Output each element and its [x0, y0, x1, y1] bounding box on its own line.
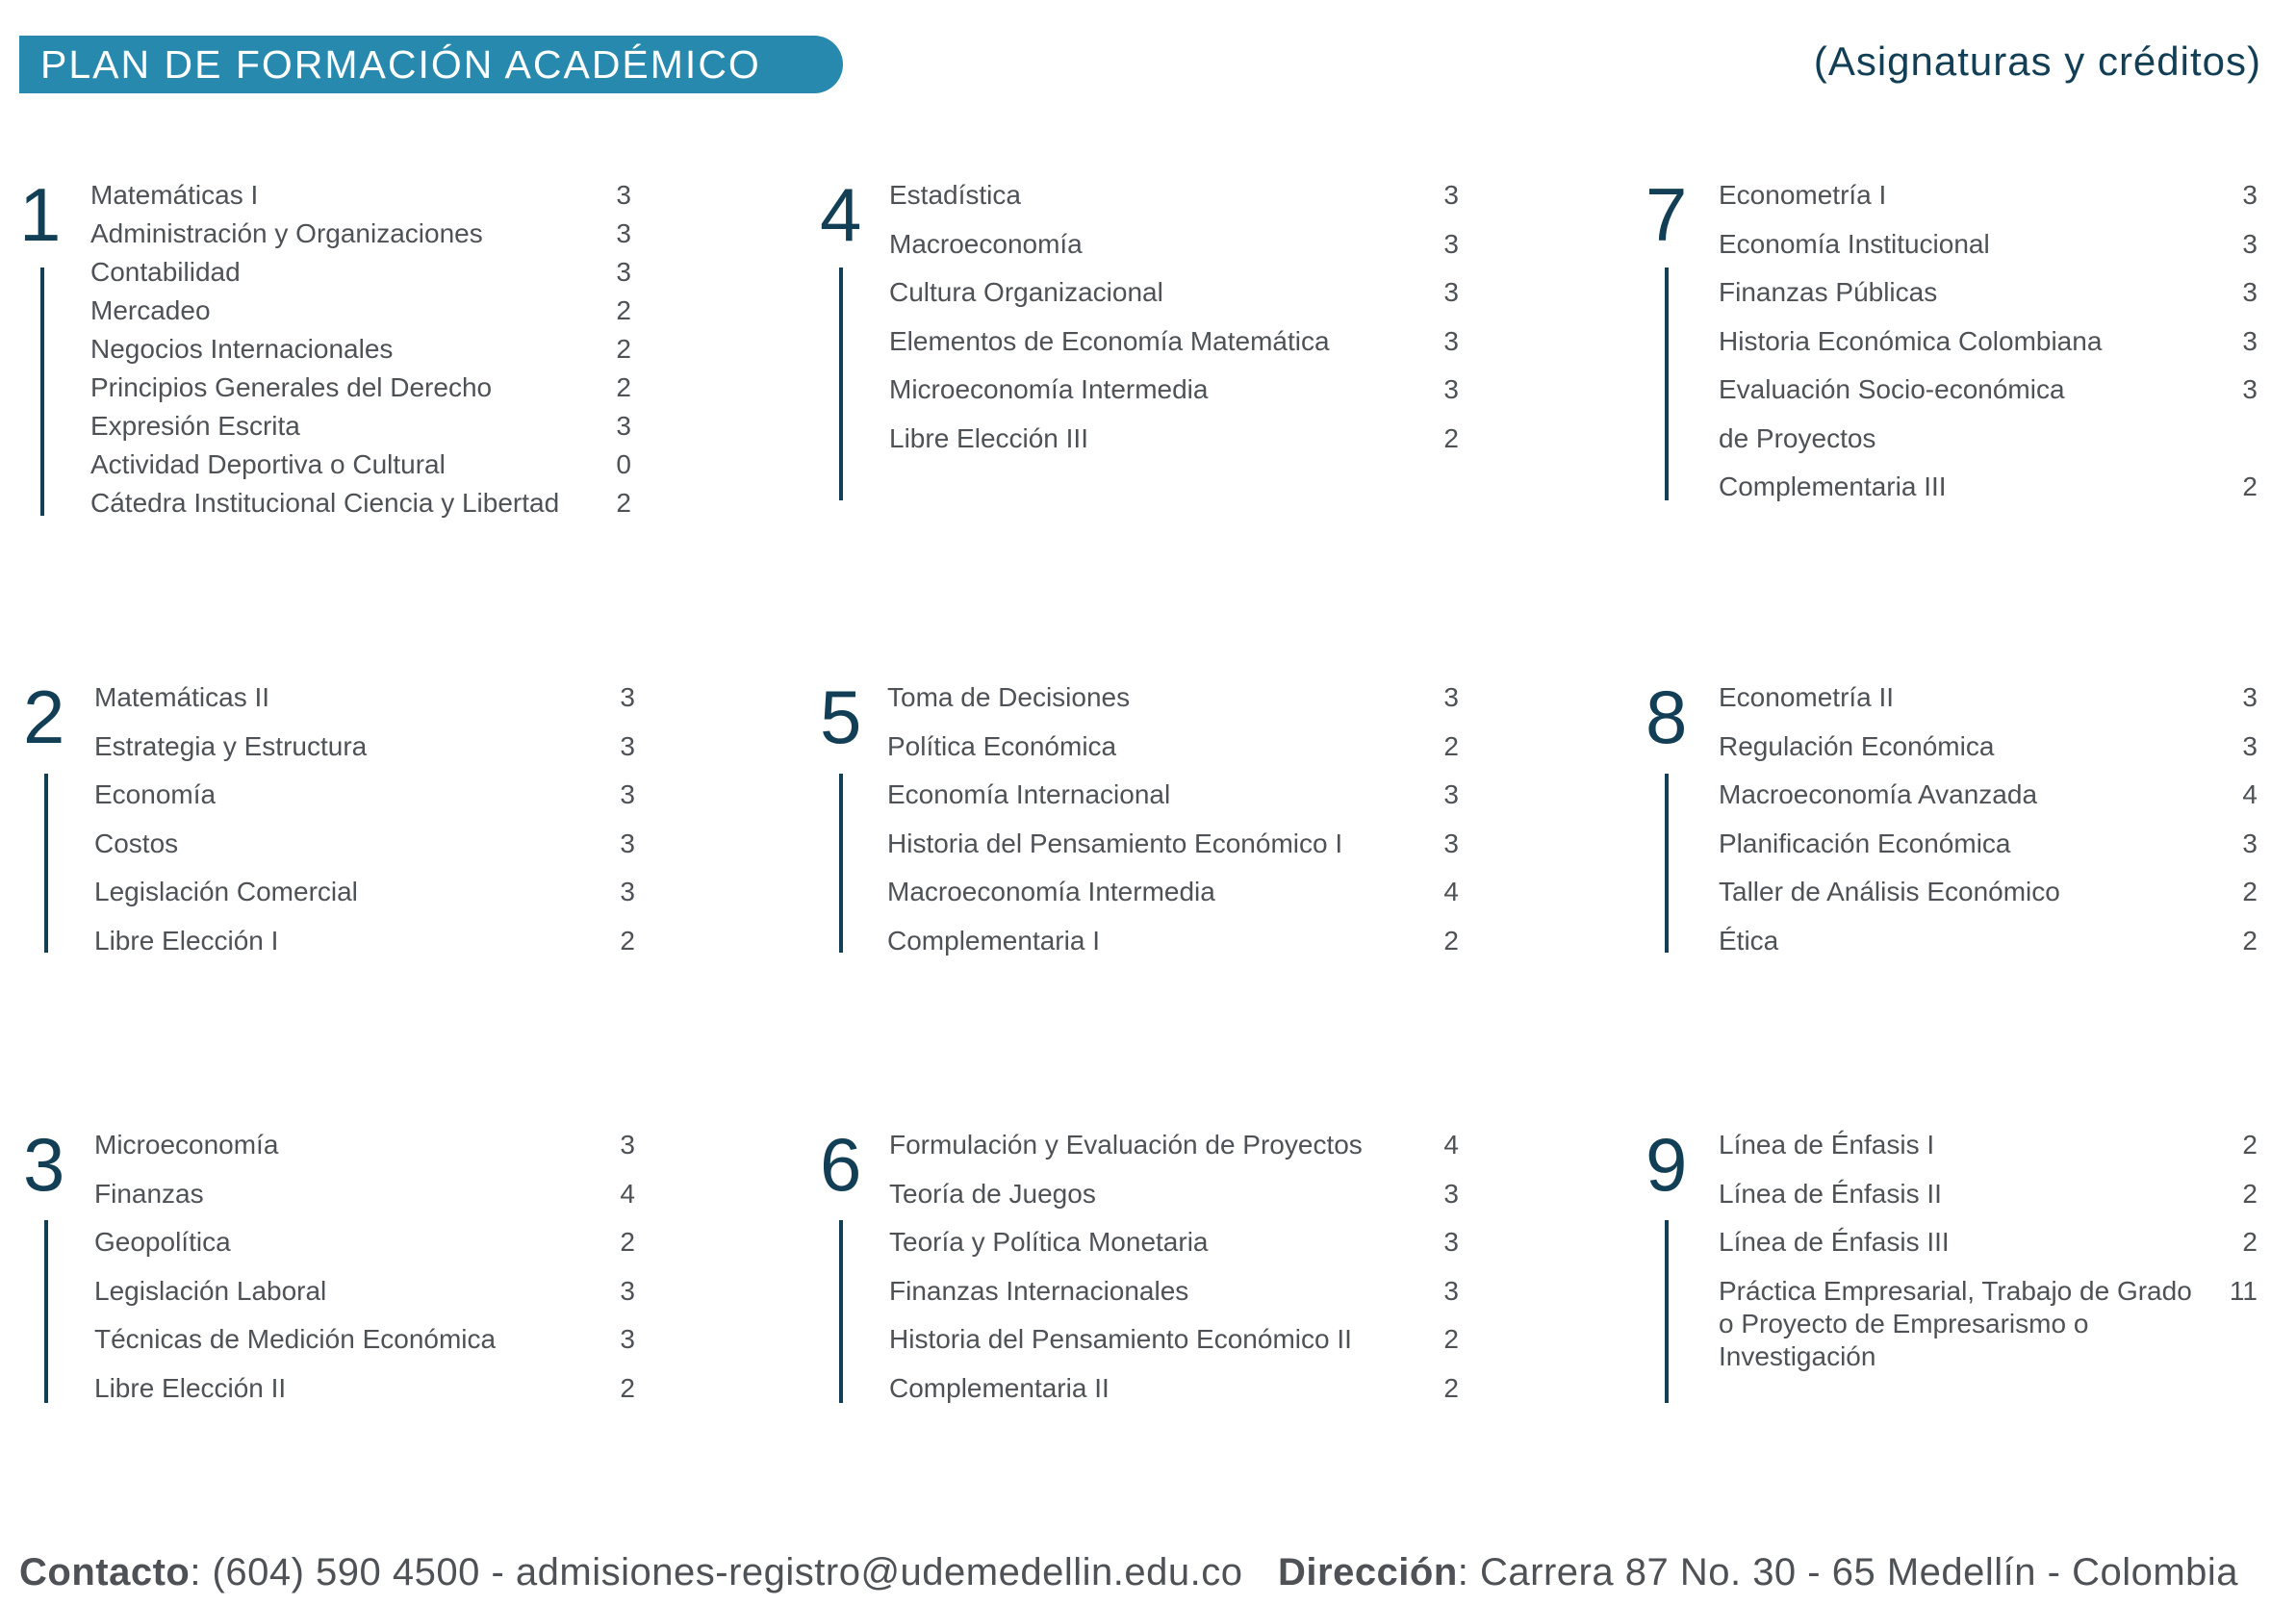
- course-credits: 3: [1443, 277, 1459, 307]
- course-row: [90, 410, 631, 443]
- course-row: [887, 876, 1459, 908]
- course-credits: 3: [616, 180, 631, 210]
- course-row: [94, 1275, 635, 1308]
- course-credits: 3: [1443, 228, 1459, 259]
- course-row: [90, 333, 631, 366]
- course-credits: 3: [2242, 325, 2258, 356]
- course-credits: 2: [2242, 1227, 2258, 1257]
- course-credits: 11: [2229, 1275, 2258, 1306]
- course-name: Economía Internacional: [887, 779, 1171, 809]
- course-row: [94, 1226, 635, 1259]
- course-row: [1719, 681, 2258, 714]
- course-credits: 2: [2242, 877, 2258, 906]
- course-row: [1719, 373, 2258, 406]
- course-credits: 2: [616, 334, 631, 364]
- course-name: Línea de Énfasis III: [1719, 1227, 1950, 1257]
- course-credits: 3: [1443, 682, 1459, 712]
- course-row: [1719, 1178, 2258, 1211]
- course-row: [889, 1275, 1459, 1308]
- course-row: [94, 1323, 635, 1356]
- course-row: [94, 730, 635, 763]
- course-credits: 2: [620, 1372, 635, 1403]
- course-row: [1719, 1226, 2258, 1259]
- course-credits: 2: [1443, 730, 1459, 761]
- course-row: [1719, 276, 2258, 309]
- semester-divider: [40, 268, 44, 516]
- course-credits: 3: [1443, 828, 1459, 858]
- course-row: [887, 925, 1459, 957]
- course-name: Actividad Deportiva o Cultural: [90, 449, 446, 479]
- course-credits: 2: [1443, 1324, 1459, 1354]
- course-row: [94, 778, 635, 811]
- course-row: [90, 371, 631, 404]
- course-name: Elementos de Economía Matemática: [889, 325, 1330, 356]
- course-row: [90, 179, 631, 212]
- course-credits: 2: [616, 295, 631, 325]
- course-credits: 2: [2242, 1130, 2258, 1160]
- course-credits: 3: [620, 730, 635, 761]
- course-name: Historia del Pensamiento Económico II: [889, 1324, 1352, 1354]
- semester-divider: [1665, 268, 1669, 500]
- course-name: Finanzas: [94, 1178, 204, 1209]
- course-credits: 3: [620, 877, 635, 906]
- course-credits: 3: [1443, 779, 1459, 809]
- course-credits: 3: [2242, 228, 2258, 259]
- address-label: Dirección: [1278, 1551, 1458, 1593]
- course-name: Libre Elección III: [889, 422, 1088, 453]
- course-row: [94, 925, 635, 957]
- course-name: Técnicas de Medición Económica: [94, 1324, 497, 1354]
- course-name: Teoría y Política Monetaria: [889, 1227, 1209, 1257]
- course-row: [94, 828, 635, 860]
- course-credits: 3: [620, 682, 635, 712]
- course-name: Legislación Laboral: [94, 1275, 327, 1306]
- course-row: [889, 1226, 1459, 1259]
- course-row: [1719, 471, 2258, 503]
- semester-divider: [839, 268, 843, 500]
- course-row: [889, 1372, 1459, 1405]
- course-row: [90, 448, 631, 481]
- course-name: Toma de Decisiones: [887, 682, 1131, 712]
- course-name: Formulación y Evaluación de Proyectos: [889, 1130, 1363, 1160]
- course-name: Teoría de Juegos: [889, 1178, 1096, 1209]
- course-name: Economía Institucional: [1719, 228, 1990, 259]
- course-row: [90, 256, 631, 289]
- course-row: [889, 228, 1459, 261]
- course-credits: 3: [1443, 180, 1459, 210]
- course-row: [94, 1372, 635, 1405]
- course-name: Política Económica: [887, 730, 1117, 761]
- course-row: [887, 730, 1459, 763]
- course-name: Mercadeo: [90, 295, 211, 325]
- course-credits: 3: [620, 828, 635, 858]
- course-name: Econometría I: [1719, 180, 1887, 210]
- course-name: Práctica Empresarial, Trabajo de Grado o Proyecto de Empresarismo o Investigación: [1719, 1275, 2192, 1371]
- document-subtitle: (Asignaturas y créditos): [1813, 38, 2261, 84]
- course-name: Historia Económica Colombiana: [1719, 325, 2103, 356]
- contact-value: : (604) 590 4500 - admisiones-registro@udemedellin.edu.co: [190, 1551, 1243, 1593]
- course-credits: 2: [1443, 422, 1459, 453]
- course-name: Microeconomía Intermedia: [889, 374, 1209, 404]
- semester-number: 4: [820, 172, 862, 257]
- course-row: [889, 1129, 1459, 1161]
- course-row: [94, 1178, 635, 1211]
- course-credits: 4: [2242, 779, 2258, 809]
- course-name: Legislación Comercial: [94, 877, 358, 906]
- semester-number: 9: [1645, 1122, 1688, 1207]
- semester-divider: [839, 1220, 843, 1403]
- course-credits: 3: [616, 218, 631, 248]
- course-credits: 3: [620, 1130, 635, 1160]
- course-credits: 0: [616, 449, 631, 479]
- document-title: PLAN DE FORMACIÓN ACADÉMICO: [19, 36, 843, 93]
- semester-number: 5: [820, 675, 862, 759]
- contact-label: Contacto: [19, 1551, 191, 1593]
- course-row: [1719, 925, 2258, 957]
- course-row: [1719, 422, 2258, 455]
- course-credits: 2: [616, 372, 631, 402]
- course-name: Finanzas Internacionales: [889, 1275, 1189, 1306]
- semester-number: 8: [1645, 675, 1688, 759]
- course-name: Finanzas Públicas: [1719, 277, 1938, 307]
- course-row: [1719, 228, 2258, 261]
- course-row: [1719, 876, 2258, 908]
- course-row: [1719, 730, 2258, 763]
- course-name: Línea de Énfasis I: [1719, 1130, 1935, 1160]
- course-name: Negocios Internacionales: [90, 334, 394, 364]
- semester-number: 6: [820, 1122, 862, 1207]
- course-row: [889, 373, 1459, 406]
- course-row: [1719, 179, 2258, 212]
- course-credits: 2: [616, 488, 631, 518]
- course-name: Evaluación Socio-económica: [1719, 374, 2065, 404]
- semester-divider: [839, 774, 843, 953]
- address-value: : Carrera 87 No. 30 - 65 Medellín - Colombia: [1457, 1551, 2239, 1593]
- course-name: Macroeconomía Intermedia: [887, 877, 1215, 906]
- course-name: Expresión Escrita: [90, 411, 300, 441]
- semester-number: 1: [19, 172, 62, 257]
- course-name: Macroeconomía Avanzada: [1719, 779, 2038, 809]
- course-credits: 4: [1443, 877, 1459, 906]
- course-row: [1719, 1129, 2258, 1161]
- course-credits: 3: [620, 779, 635, 809]
- course-name: Contabilidad: [90, 257, 241, 287]
- course-credits: 3: [1443, 1275, 1459, 1306]
- course-row: [1719, 828, 2258, 860]
- course-name: Administración y Organizaciones: [90, 218, 483, 248]
- course-name: Matemáticas II: [94, 682, 270, 712]
- course-name: Complementaria III: [1719, 472, 1947, 501]
- course-name: Historia del Pensamiento Económico I: [887, 828, 1343, 858]
- course-name: de Proyectos: [1719, 422, 1876, 453]
- course-name: Libre Elección II: [94, 1372, 287, 1403]
- course-name: Costos: [94, 828, 179, 858]
- course-credits: 2: [2242, 1178, 2258, 1209]
- course-name: Complementaria II: [889, 1372, 1110, 1403]
- course-credits: 3: [1443, 374, 1459, 404]
- course-credits: 3: [616, 411, 631, 441]
- contact-info: [19, 1551, 1242, 1594]
- course-name: Taller de Análisis Económico: [1719, 877, 2060, 906]
- course-row: [889, 1323, 1459, 1356]
- course-credits: 2: [1443, 925, 1459, 956]
- course-name: Regulación Económica: [1719, 730, 1995, 761]
- course-name: Planificación Económica: [1719, 828, 2011, 858]
- course-credits: 2: [2242, 925, 2258, 956]
- course-name: Economía: [94, 779, 217, 809]
- semester-divider: [44, 774, 48, 953]
- course-credits: 2: [620, 925, 635, 956]
- course-credits: 3: [2242, 730, 2258, 761]
- course-name: Geopolítica: [94, 1227, 231, 1257]
- course-credits: 3: [616, 257, 631, 287]
- course-row: [1719, 1275, 2258, 1373]
- course-credits: 2: [620, 1227, 635, 1257]
- course-name: Estrategia y Estructura: [94, 730, 368, 761]
- semester-number: 7: [1645, 172, 1688, 257]
- course-row: [90, 294, 631, 327]
- course-row: [1719, 325, 2258, 358]
- course-row: [94, 876, 635, 908]
- course-row: [90, 487, 631, 520]
- semester-number: 3: [23, 1122, 65, 1207]
- course-credits: 3: [1443, 1227, 1459, 1257]
- course-credits: 2: [2242, 472, 2258, 501]
- course-row: [90, 217, 631, 250]
- course-name: Matemáticas I: [90, 180, 259, 210]
- course-name: Macroeconomía: [889, 228, 1083, 259]
- course-name: Ética: [1719, 925, 1779, 956]
- course-row: [887, 778, 1459, 811]
- course-name: Estadística: [889, 180, 1021, 210]
- course-credits: 3: [2242, 682, 2258, 712]
- course-row: [889, 422, 1459, 455]
- course-credits: 3: [620, 1324, 635, 1354]
- course-row: [887, 681, 1459, 714]
- course-row: [889, 276, 1459, 309]
- course-credits: 3: [1443, 325, 1459, 356]
- course-name: Microeconomía: [94, 1130, 279, 1160]
- course-row: [889, 179, 1459, 212]
- course-name: Econometría II: [1719, 682, 1895, 712]
- semester-number: 2: [23, 675, 65, 759]
- course-row: [94, 681, 635, 714]
- course-name: Línea de Énfasis II: [1719, 1178, 1942, 1209]
- course-name: Cultura Organizacional: [889, 277, 1163, 307]
- course-credits: 3: [2242, 277, 2258, 307]
- semester-divider: [1665, 774, 1669, 953]
- course-row: [887, 828, 1459, 860]
- course-name: Principios Generales del Derecho: [90, 372, 493, 402]
- course-row: [94, 1129, 635, 1161]
- course-name: Complementaria I: [887, 925, 1100, 956]
- course-credits: 4: [620, 1178, 635, 1209]
- course-credits: 3: [1443, 1178, 1459, 1209]
- address-info: [1278, 1551, 2238, 1594]
- course-credits: 3: [620, 1275, 635, 1306]
- course-credits: 4: [1443, 1130, 1459, 1160]
- course-credits: 3: [2242, 180, 2258, 210]
- course-row: [1719, 778, 2258, 811]
- course-name: Libre Elección I: [94, 925, 279, 956]
- semester-divider: [1665, 1220, 1669, 1403]
- course-row: [889, 325, 1459, 358]
- course-credits: 3: [2242, 828, 2258, 858]
- semester-divider: [44, 1220, 48, 1403]
- course-credits: 2: [1443, 1372, 1459, 1403]
- course-name: Cátedra Institucional Ciencia y Libertad: [90, 488, 560, 518]
- course-credits: 3: [2242, 374, 2258, 404]
- course-row: [889, 1178, 1459, 1211]
